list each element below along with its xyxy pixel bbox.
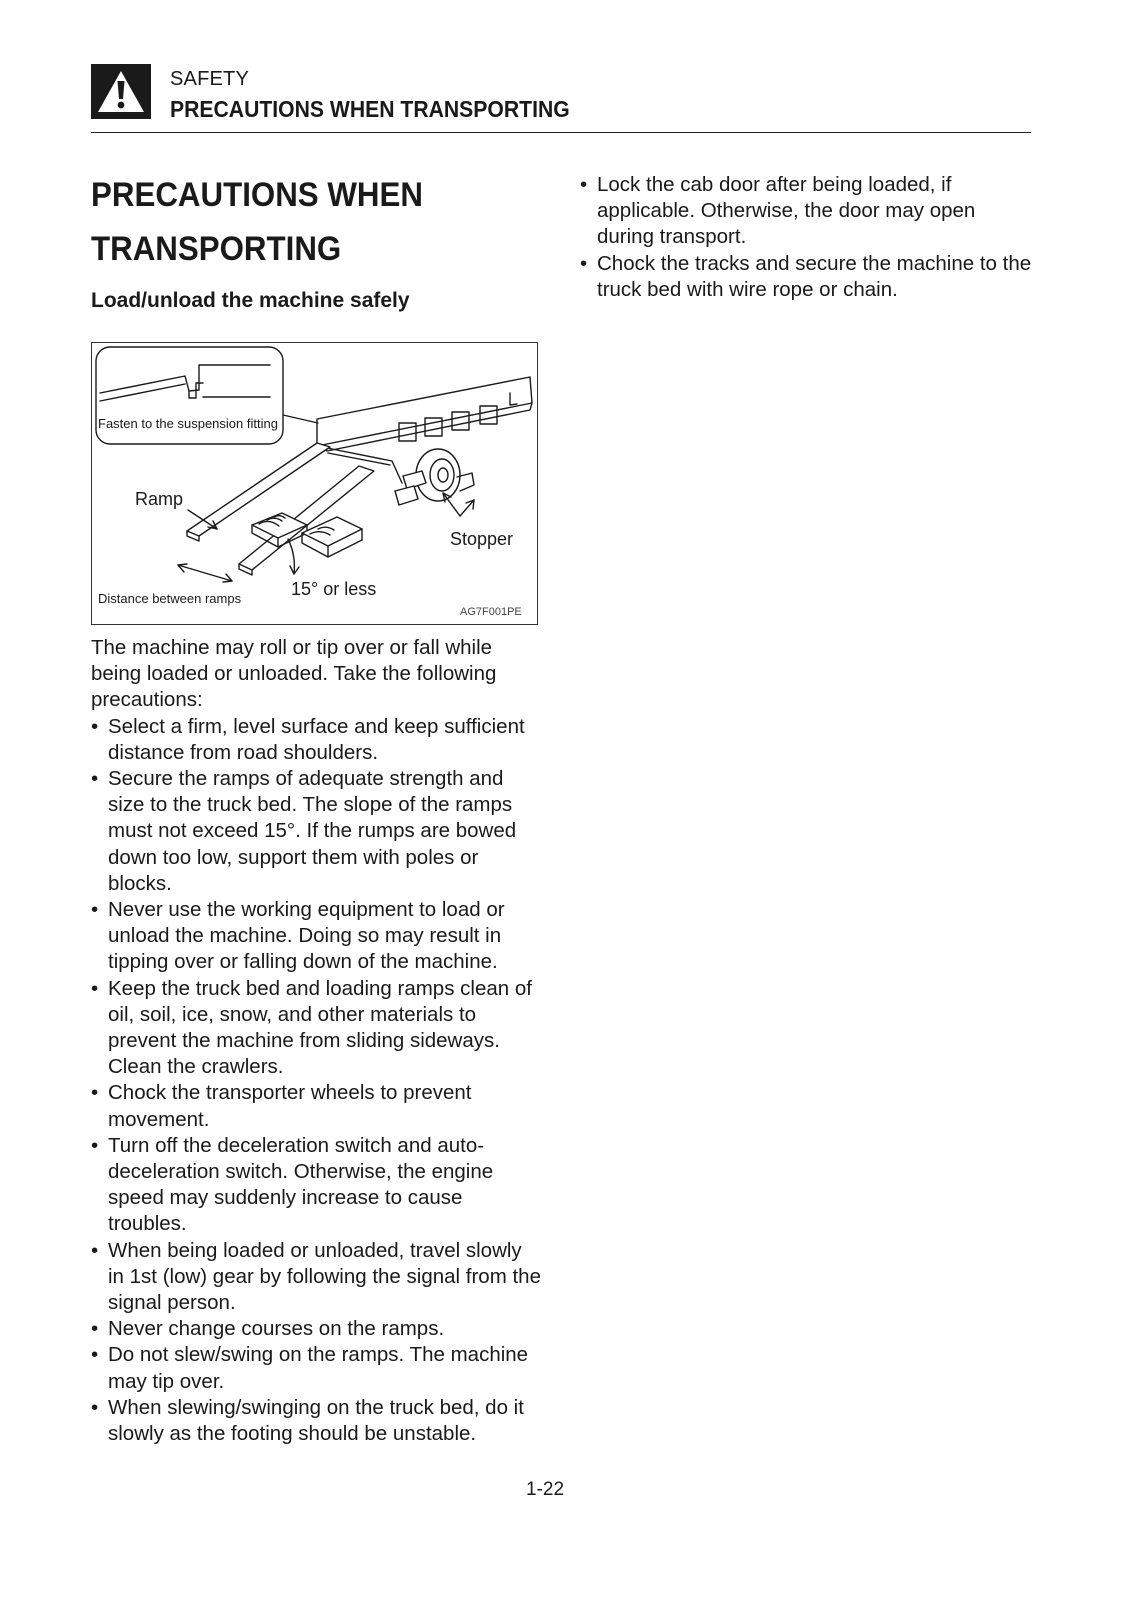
list-item: • Chock the tracks and secure the machine to the truck bed with wire rope or chain. [580,251,1035,303]
header-divider [91,132,1031,133]
list-item: • Keep the truck bed and loading ramps clean of oil, soil, ice, snow, and other materials to prevent the machine from sliding sideways. Clean the crawlers. [91,976,541,1081]
figure-label-ramp: Ramp [135,489,184,509]
figure-label-angle: 15° or less [291,579,377,599]
list-item: • Select a firm, level surface and keep sufficient distance from road shoulders. [91,714,541,766]
figure-code: AG7F001PE [460,606,522,618]
warning-triangle-icon [91,64,151,119]
loading-ramps-figure [91,342,538,625]
precautions-list-continued [580,172,1035,303]
list-item: • Chock the transporter wheels to prevent movement. [91,1080,541,1132]
list-item: • When being loaded or unloaded, travel slowly in 1st (low) gear by following the signal from the signal person. [91,1238,541,1317]
header-section-label: SAFETY [170,68,249,90]
list-item: • Do not slew/swing on the ramps. The machine may tip over. [91,1342,541,1394]
section-subheading: Load/unload the machine safely [91,289,410,312]
page-title-line-2: TRANSPORTING [91,230,342,268]
header-title: PRECAUTIONS WHEN TRANSPORTING [170,96,570,122]
list-item: • Lock the cab door after being loaded, if applicable. Otherwise, the door may open during transport. [580,172,1035,251]
page-title [91,168,533,276]
list-item: • When slewing/swinging on the truck bed, do it slowly as the footing should be unstable. [91,1395,541,1447]
list-item: • Turn off the deceleration switch and auto-deceleration switch. Otherwise, the engine speed may suddenly increase to cause troubles. [91,1133,541,1238]
figure-label-distance: Distance between ramps [98,591,242,606]
page-number: 1-22 [526,1479,565,1500]
intro-paragraph: The machine may roll or tip over or fall while being loaded or unloaded. Take the following precautions: [91,636,497,712]
left-column [91,168,541,1447]
page-title-line-1: PRECAUTIONS WHEN [91,176,423,214]
figure-label-stopper: Stopper [450,529,514,549]
list-item: • Secure the ramps of adequate strength and size to the truck bed. The slope of the ramps must not exceed 15°. If the rumps are bowed down too low, support them with poles or blocks. [91,766,541,897]
right-column [580,172,1035,303]
list-item: • Never change courses on the ramps. [91,1316,541,1342]
list-item: • Never use the working equipment to load or unload the machine. Doing so may result in tipping over or falling down of the machine. [91,897,541,976]
precautions-list [91,714,541,1448]
figure-label-fasten: Fasten to the suspension fitting [98,416,278,431]
